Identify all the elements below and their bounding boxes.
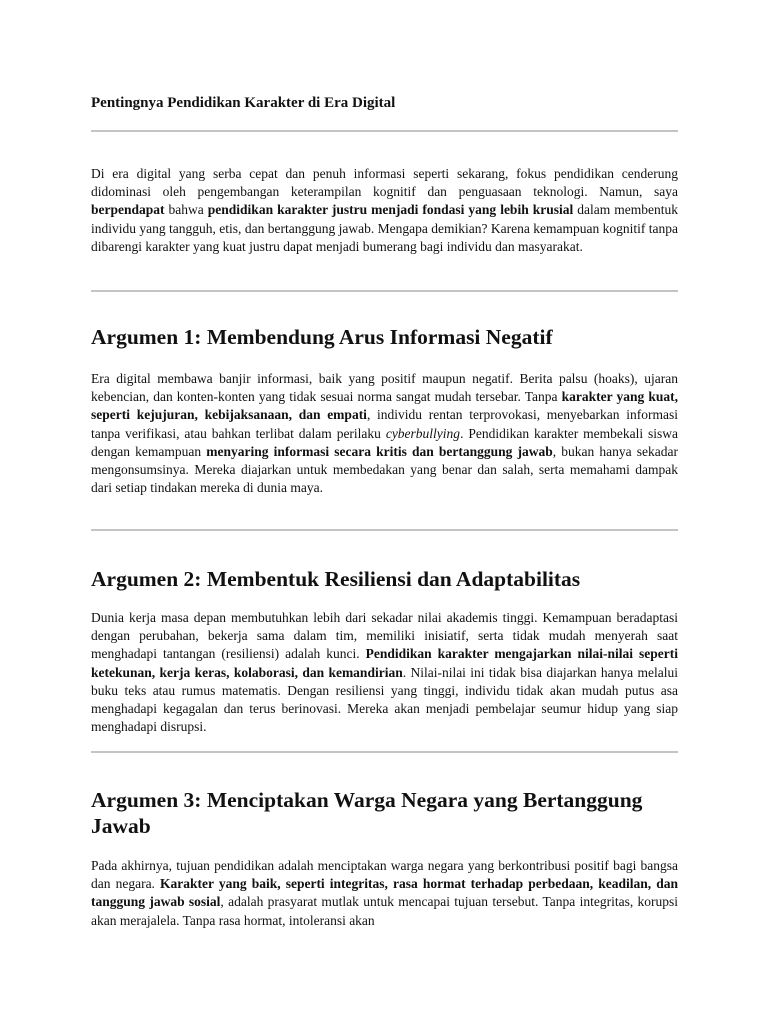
section-1-text-1: Era digital membawa banjir informasi, baik yang positif maupun negatif. Berita palsu (hoaks), ujaran kebencian, dan konten-konten yang tidak sesuai norma sangat mudah tersebar. Tanpa — [91, 371, 678, 405]
section-paragraph-1 — [91, 370, 678, 497]
section-3-text-2: , adalah prasyarat mutlak untuk mencapai tujuan tersebut. Tanpa integritas, korupsi akan merajalela. Tanpa rasa hormat, intoleransi akan — [91, 894, 678, 928]
section-1-italic-term: cyberbullying — [385, 425, 461, 441]
intro-bold-opinion: berpendapat — [91, 202, 165, 218]
divider — [91, 529, 678, 531]
section-1-text-2: , individu rentan terprovokasi, menyebarkan informasi tanpa verifikasi, atau bahkan terlibat dalam perilaku — [91, 407, 678, 441]
section-2-text-2: . Nilai-nilai ini tidak bisa diajarkan hanya melalui buku teks atau rumus matematis. Dengan resiliensi yang tinggi, individu tidak akan mudah putus asa menghadapi kegagalan dan terus berinovasi. Mereka akan menjadi pembelajar seumur hidup yang siap menghadapi disrupsi. — [91, 664, 679, 735]
section-heading-2: Argumen 2: Membentuk Resiliensi dan Adaptabilitas — [91, 567, 581, 591]
section-2-text-1: Dunia kerja masa depan membutuhkan lebih dari sekadar nilai akademis tinggi. Kemampuan beradaptasi dengan perubahan, bekerja sama dalam tim, memiliki inisiatif, serta tidak mudah menyerah saat menghadapi tantangan (resiliensi) adalah kunci. — [91, 610, 678, 662]
intro-bold-thesis: pendidikan karakter justru menjadi fondasi yang lebih krusial — [207, 202, 574, 218]
section-1-bold-2: menyaring informasi secara kritis dan bertanggung jawab — [206, 443, 553, 459]
section-3-bold-1: Karakter yang baik, seperti integritas, rasa hormat terhadap perbedaan, keadilan, dan tanggung jawab sosial — [91, 876, 678, 910]
section-heading-3: Argumen 3: Menciptakan Warga Negara yang Bertanggung Jawab — [91, 788, 643, 838]
divider — [91, 290, 678, 292]
divider — [91, 130, 678, 132]
section-1-text-4: , bukan hanya sekadar mengonsumsinya. Mereka diajarkan untuk membedakan yang benar dan salah, serta memahami dampak dari setiap tindakan mereka di dunia maya. — [91, 443, 678, 496]
document-title: Pentingnya Pendidikan Karakter di Era Digital — [91, 95, 396, 111]
section-2-bold-1: Pendidikan karakter mengajarkan nilai-nilai seperti ketekunan, kerja keras, kolaborasi, dan kemandirian — [91, 646, 678, 680]
intro-paragraph — [91, 165, 678, 256]
section-paragraph-2 — [91, 609, 678, 736]
intro-text-2: bahwa — [164, 202, 208, 218]
intro-text-3: dalam membentuk individu yang tangguh, etis, dan bertanggung jawab. Mengapa demikian? Karena kemampuan kognitif tanpa dibarengi karakter yang kuat justru dapat menjadi bumerang bagi individu dan masyarakat. — [91, 202, 678, 254]
section-heading-1: Argumen 1: Membendung Arus Informasi Negatif — [91, 325, 553, 349]
intro-text-1: Di era digital yang serba cepat dan penuh informasi seperti sekarang, fokus pendidikan cenderung didominasi oleh pengembangan keterampilan kognitif dan penguasaan teknologi. Namun, saya — [91, 166, 678, 200]
section-paragraph-3 — [91, 857, 678, 930]
section-1-text-3: . Pendidikan karakter membekali siswa dengan kemampuan — [91, 425, 678, 459]
section-3-text-1: Pada akhirnya, tujuan pendidikan adalah menciptakan warga negara yang berkontribusi positif bagi bangsa dan negara. — [91, 858, 678, 892]
divider — [91, 751, 678, 753]
section-1-bold-1: karakter yang kuat, seperti kejujuran, kebijaksanaan, dan empati — [91, 389, 678, 423]
